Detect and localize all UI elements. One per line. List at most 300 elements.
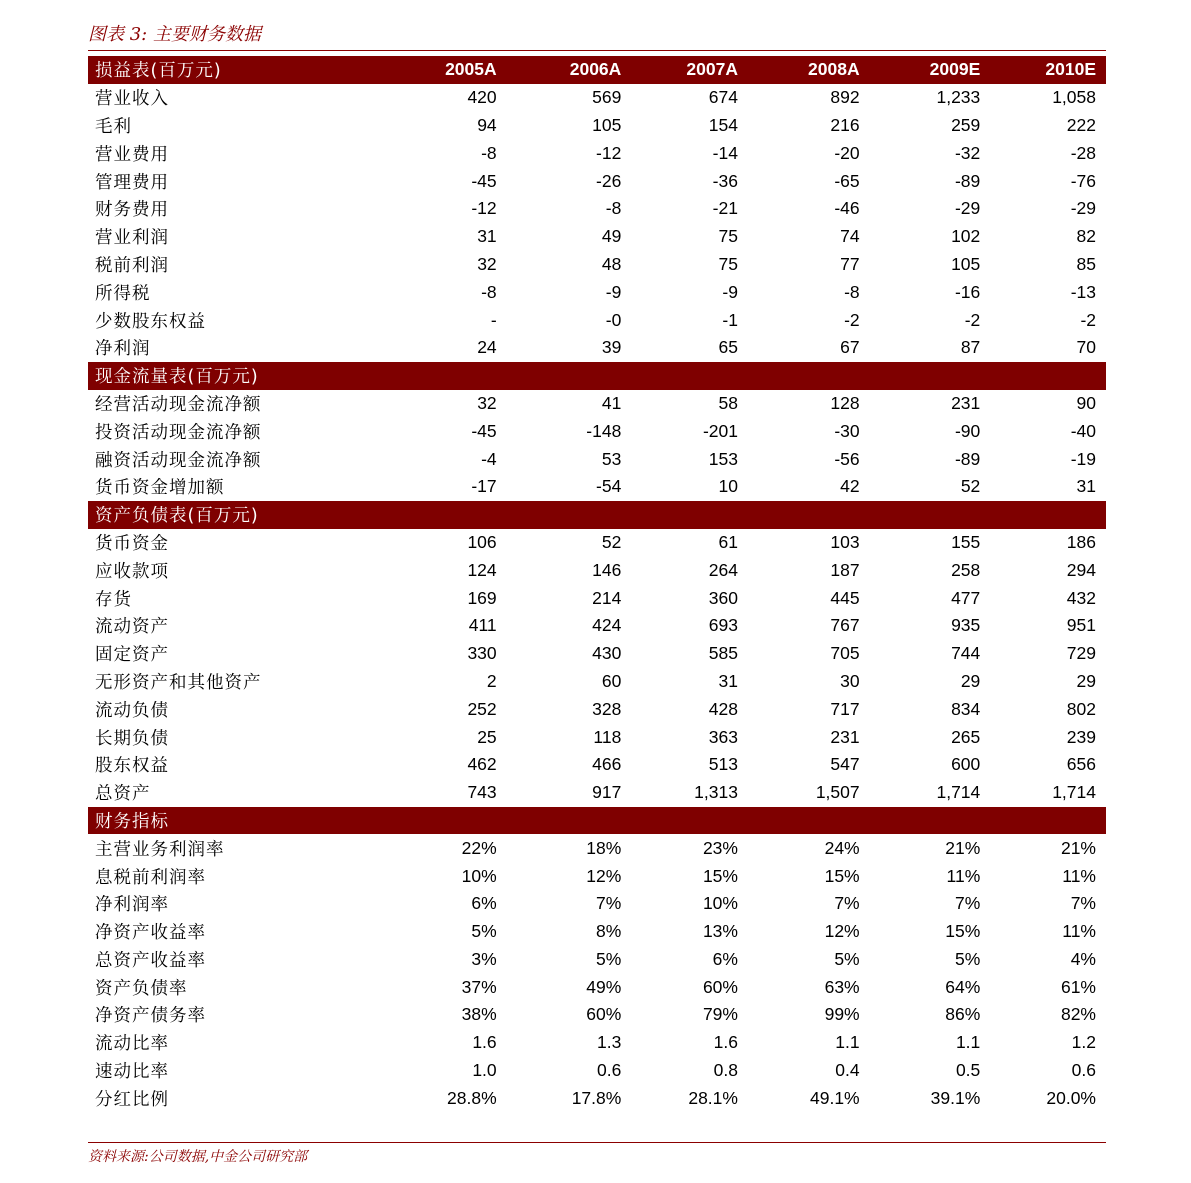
table-cell: 214 xyxy=(592,587,622,608)
table-cell: -2 xyxy=(844,309,860,330)
table-cell: 363 xyxy=(708,726,738,747)
row-label: 流动资产 xyxy=(95,617,169,638)
row-label: 资产负债率 xyxy=(95,978,188,999)
table-cell: 585 xyxy=(708,643,738,664)
table-cell: -9 xyxy=(605,281,622,302)
row-label: 经营活动现金流净额 xyxy=(95,394,262,415)
table-cell: 75 xyxy=(718,253,738,274)
table-cell: 79% xyxy=(702,1004,738,1025)
table-row xyxy=(88,612,1106,640)
table-cell: 744 xyxy=(951,643,981,664)
table-cell: 717 xyxy=(830,698,860,719)
table-cell: 5% xyxy=(471,921,497,942)
table-cell: 67 xyxy=(840,337,860,358)
table-cell: 3% xyxy=(471,948,497,969)
table-cell: 38% xyxy=(461,1004,497,1025)
table-cell: 294 xyxy=(1066,559,1096,580)
table-cell: 23% xyxy=(702,837,738,858)
table-cell: -54 xyxy=(596,476,622,497)
table-cell: 5% xyxy=(596,948,622,969)
table-row xyxy=(88,417,1106,445)
table-row xyxy=(88,973,1106,1001)
table-cell: 155 xyxy=(951,531,981,552)
table-cell: 5% xyxy=(834,948,860,969)
table-row xyxy=(88,84,1106,112)
row-label: 营业收入 xyxy=(95,89,169,110)
column-header: 2007A xyxy=(627,56,747,84)
table-cell: 428 xyxy=(708,698,738,719)
row-label: 总资产收益率 xyxy=(95,950,206,971)
table-cell: -2 xyxy=(1080,309,1096,330)
column-header: 2010E xyxy=(986,56,1106,84)
table-row xyxy=(88,1029,1106,1057)
table-cell: - xyxy=(490,309,497,330)
section-filler xyxy=(867,807,987,835)
table-cell: -26 xyxy=(596,170,622,191)
table-cell: 102 xyxy=(951,226,981,247)
section-filler xyxy=(867,362,987,390)
footer-divider xyxy=(88,1142,1106,1143)
table-row xyxy=(88,834,1106,862)
table-cell: 169 xyxy=(467,587,497,608)
table-cell: 15% xyxy=(702,865,738,886)
table-cell: 767 xyxy=(830,615,860,636)
table-cell: 11% xyxy=(1062,921,1096,942)
table-row xyxy=(88,890,1106,918)
table-cell: 2 xyxy=(486,670,497,691)
table-cell: -16 xyxy=(954,281,981,302)
row-label: 营业费用 xyxy=(95,144,169,165)
table-cell: 21% xyxy=(1060,837,1096,858)
row-label: 管理费用 xyxy=(95,172,169,193)
table-cell: -29 xyxy=(1070,198,1096,219)
row-label: 主营业务利润率 xyxy=(95,839,225,860)
source-note: 资料来源:公司数据,中金公司研究部 xyxy=(88,1149,308,1165)
table-cell: 430 xyxy=(592,643,622,664)
table-row xyxy=(88,195,1106,223)
table-cell: 0.4 xyxy=(835,1060,860,1081)
table-cell: 445 xyxy=(830,587,860,608)
table-row xyxy=(88,1084,1106,1112)
table-cell: 1.3 xyxy=(596,1032,622,1053)
section-filler xyxy=(627,362,747,390)
table-row xyxy=(88,779,1106,807)
table-cell: -45 xyxy=(471,420,497,441)
table-cell: 86% xyxy=(945,1004,981,1025)
table-cell: -21 xyxy=(712,198,738,219)
table-cell: 103 xyxy=(830,531,860,552)
table-cell: -65 xyxy=(834,170,860,191)
table-cell: 834 xyxy=(951,698,981,719)
table-row xyxy=(88,223,1106,251)
table-cell: -28 xyxy=(1070,142,1096,163)
table-cell: 1.6 xyxy=(713,1032,738,1053)
table-cell: -90 xyxy=(954,420,981,441)
section-filler xyxy=(747,501,867,529)
table-cell: 63% xyxy=(824,976,860,997)
table-row xyxy=(88,334,1106,362)
table-cell: 49 xyxy=(601,226,622,247)
section-filler xyxy=(508,807,628,835)
table-cell: 729 xyxy=(1066,643,1096,664)
table-cell: 0.8 xyxy=(713,1060,738,1081)
caption-divider xyxy=(88,50,1106,51)
table-cell: 7% xyxy=(954,893,981,914)
table-cell: 15% xyxy=(945,921,981,942)
row-label: 净利润 xyxy=(95,339,151,360)
table-cell: 21% xyxy=(945,837,981,858)
table-cell: -8 xyxy=(481,281,497,302)
table-row xyxy=(88,640,1106,668)
table-cell: 10 xyxy=(718,476,738,497)
section-title: 损益表(百万元) xyxy=(88,56,388,84)
section-filler xyxy=(986,362,1106,390)
column-header: 2006A xyxy=(508,56,628,84)
table-cell: 462 xyxy=(467,754,497,775)
table-cell: -8 xyxy=(844,281,860,302)
table-cell: 5% xyxy=(954,948,981,969)
table-cell: 24 xyxy=(477,337,497,358)
table-cell: 1.0 xyxy=(472,1060,497,1081)
section-filler xyxy=(388,362,508,390)
table-cell: 31 xyxy=(718,670,738,691)
section-filler xyxy=(747,807,867,835)
table-cell: 1,714 xyxy=(936,782,981,803)
table-cell: 24% xyxy=(824,837,860,858)
table-row xyxy=(88,1057,1106,1085)
table-cell: 94 xyxy=(477,114,497,135)
table-row xyxy=(88,139,1106,167)
row-label: 净资产收益率 xyxy=(95,923,206,944)
table-row xyxy=(88,946,1106,974)
table-row xyxy=(88,306,1106,334)
table-cell: 18% xyxy=(586,837,622,858)
table-cell: -148 xyxy=(586,420,622,441)
column-header: 2005A xyxy=(388,56,508,84)
figure-caption: 图表 3: 主要财务数据 xyxy=(88,24,261,45)
table-row xyxy=(88,278,1106,306)
table-cell: 547 xyxy=(830,754,860,775)
row-label: 财务费用 xyxy=(95,200,169,221)
table-cell: 128 xyxy=(830,392,860,413)
table-row xyxy=(88,167,1106,195)
table-cell: 15% xyxy=(824,865,860,886)
row-label: 存货 xyxy=(95,589,132,610)
table-cell: 705 xyxy=(830,643,860,664)
table-cell: 12% xyxy=(824,921,860,942)
table-cell: 0.6 xyxy=(596,1060,622,1081)
row-label: 速动比率 xyxy=(95,1062,169,1083)
table-cell: 239 xyxy=(1066,726,1096,747)
table-cell: 77 xyxy=(840,253,860,274)
table-cell: 917 xyxy=(592,782,622,803)
table-cell: 60 xyxy=(601,670,622,691)
table-cell: 6% xyxy=(471,893,497,914)
section-filler xyxy=(388,807,508,835)
row-label: 毛利 xyxy=(95,116,132,137)
table-cell: 20.0% xyxy=(1046,1087,1096,1108)
table-cell: 11% xyxy=(946,865,981,886)
table-cell: 99% xyxy=(824,1004,860,1025)
table-cell: 13% xyxy=(702,921,738,942)
table-cell: -46 xyxy=(834,198,860,219)
table-row xyxy=(88,668,1106,696)
table-cell: 4% xyxy=(1070,948,1096,969)
table-cell: 330 xyxy=(467,643,497,664)
table-cell: 892 xyxy=(830,87,860,108)
table-cell: 477 xyxy=(951,587,981,608)
table-cell: 935 xyxy=(951,615,981,636)
table-cell: 1.1 xyxy=(955,1032,981,1053)
table-cell: 106 xyxy=(467,531,497,552)
financial-table-body xyxy=(88,56,1106,1112)
table-cell: -17 xyxy=(471,476,497,497)
table-cell: 1,313 xyxy=(694,782,738,803)
table-cell: 25 xyxy=(477,726,497,747)
table-cell: 0.5 xyxy=(955,1060,981,1081)
table-cell: 1,507 xyxy=(815,782,860,803)
financial-data-table xyxy=(88,56,1106,1112)
row-label: 税前利润 xyxy=(95,255,169,276)
table-cell: 264 xyxy=(708,559,738,580)
table-cell: 258 xyxy=(951,559,981,580)
table-cell: 7% xyxy=(834,893,860,914)
section-header-row xyxy=(88,56,1106,84)
section-header-row xyxy=(88,807,1106,835)
table-cell: -4 xyxy=(481,448,497,469)
table-cell: -9 xyxy=(722,281,738,302)
row-label: 分红比例 xyxy=(95,1089,169,1110)
table-cell: 7% xyxy=(596,893,622,914)
row-label: 净资产债务率 xyxy=(95,1006,206,1027)
table-row xyxy=(88,862,1106,890)
row-label: 营业利润 xyxy=(95,228,169,249)
table-cell: 61% xyxy=(1060,976,1096,997)
table-cell: 49% xyxy=(586,976,622,997)
section-filler xyxy=(747,362,867,390)
table-cell: 64% xyxy=(945,976,981,997)
column-header: 2008A xyxy=(747,56,867,84)
section-filler xyxy=(986,501,1106,529)
table-cell: 328 xyxy=(592,698,622,719)
row-label: 无形资产和其他资产 xyxy=(95,672,262,693)
table-row xyxy=(88,1001,1106,1029)
table-cell: 42 xyxy=(840,476,860,497)
table-cell: 90 xyxy=(1076,392,1096,413)
section-header-row xyxy=(88,362,1106,390)
table-cell: 411 xyxy=(468,615,497,636)
row-label: 投资活动现金流净额 xyxy=(95,422,262,443)
table-cell: 1.1 xyxy=(835,1032,860,1053)
table-cell: 28.1% xyxy=(688,1087,738,1108)
table-cell: 118 xyxy=(593,726,622,747)
table-cell: 600 xyxy=(951,754,981,775)
table-cell: 743 xyxy=(467,782,497,803)
table-cell: 360 xyxy=(708,587,738,608)
row-label: 股东权益 xyxy=(95,756,169,777)
table-cell: 146 xyxy=(592,559,622,580)
table-row xyxy=(88,556,1106,584)
table-row xyxy=(88,751,1106,779)
table-cell: -29 xyxy=(954,198,981,219)
table-row xyxy=(88,529,1106,557)
table-cell: 48 xyxy=(601,253,622,274)
table-cell: 8% xyxy=(596,921,622,942)
table-cell: -56 xyxy=(834,448,860,469)
table-cell: 41 xyxy=(601,392,622,413)
table-cell: 0.6 xyxy=(1071,1060,1096,1081)
table-cell: 513 xyxy=(708,754,738,775)
table-cell: 32 xyxy=(477,392,497,413)
table-cell: -89 xyxy=(954,170,981,191)
table-row xyxy=(88,918,1106,946)
table-cell: -20 xyxy=(834,142,860,163)
table-row xyxy=(88,112,1106,140)
table-cell: -1 xyxy=(722,309,738,330)
table-row xyxy=(88,584,1106,612)
table-cell: -19 xyxy=(1070,448,1096,469)
table-cell: 11% xyxy=(1062,865,1096,886)
table-row xyxy=(88,251,1106,279)
table-cell: 1.6 xyxy=(472,1032,497,1053)
row-label: 净利润率 xyxy=(95,895,169,916)
row-label: 所得税 xyxy=(95,283,151,304)
table-cell: 1.2 xyxy=(1071,1032,1096,1053)
table-row xyxy=(88,390,1106,418)
table-cell: 58 xyxy=(718,392,738,413)
table-cell: -13 xyxy=(1070,281,1096,302)
table-cell: 424 xyxy=(592,615,622,636)
table-cell: 53 xyxy=(601,448,622,469)
table-row xyxy=(88,445,1106,473)
section-title: 财务指标 xyxy=(88,807,388,835)
row-label: 应收款项 xyxy=(95,561,169,582)
table-cell: 85 xyxy=(1076,253,1096,274)
table-cell: 569 xyxy=(592,87,622,108)
row-label: 融资活动现金流净额 xyxy=(95,450,262,471)
table-cell: -8 xyxy=(481,142,497,163)
table-cell: 10% xyxy=(461,865,497,886)
section-title: 现金流量表(百万元) xyxy=(88,362,388,390)
table-cell: 231 xyxy=(951,392,981,413)
table-cell: 75 xyxy=(718,226,738,247)
row-label: 固定资产 xyxy=(95,645,169,666)
table-cell: 420 xyxy=(467,87,497,108)
table-cell: 432 xyxy=(1066,587,1096,608)
table-cell: 1,058 xyxy=(1052,87,1096,108)
table-cell: 153 xyxy=(708,448,738,469)
table-cell: -12 xyxy=(596,142,622,163)
row-label: 长期负债 xyxy=(95,728,169,749)
table-cell: -14 xyxy=(712,142,738,163)
table-cell: -36 xyxy=(712,170,738,191)
table-cell: 65 xyxy=(718,337,738,358)
section-filler xyxy=(867,501,987,529)
table-cell: 61 xyxy=(718,531,738,552)
table-cell: -40 xyxy=(1070,420,1096,441)
table-cell: 60% xyxy=(702,976,738,997)
row-label: 流动比率 xyxy=(95,1034,169,1055)
table-cell: 105 xyxy=(951,253,981,274)
table-cell: -76 xyxy=(1070,170,1096,191)
table-cell: 39 xyxy=(601,337,622,358)
table-cell: 31 xyxy=(1076,476,1096,497)
table-cell: 29 xyxy=(960,670,981,691)
table-cell: 32 xyxy=(477,253,497,274)
table-row xyxy=(88,473,1106,501)
table-cell: 1,714 xyxy=(1052,782,1096,803)
table-cell: 7% xyxy=(1070,893,1096,914)
table-cell: 222 xyxy=(1066,114,1096,135)
table-cell: 951 xyxy=(1066,615,1096,636)
table-cell: 70 xyxy=(1076,337,1096,358)
row-label: 货币资金 xyxy=(95,533,169,554)
row-label: 货币资金增加额 xyxy=(95,478,225,499)
section-filler xyxy=(627,807,747,835)
table-cell: 30 xyxy=(840,670,860,691)
row-label: 流动负债 xyxy=(95,700,169,721)
section-filler xyxy=(388,501,508,529)
table-cell: 186 xyxy=(1066,531,1096,552)
row-label: 息税前利润率 xyxy=(95,867,206,888)
table-cell: 22% xyxy=(461,837,497,858)
section-header-row xyxy=(88,501,1106,529)
table-cell: 49.1% xyxy=(810,1087,860,1108)
table-cell: -0 xyxy=(605,309,622,330)
table-cell: 82 xyxy=(1076,226,1096,247)
table-cell: 82% xyxy=(1060,1004,1096,1025)
table-cell: 10% xyxy=(702,893,738,914)
table-cell: -32 xyxy=(954,142,981,163)
table-cell: 6% xyxy=(712,948,738,969)
table-cell: -12 xyxy=(471,198,497,219)
table-row xyxy=(88,723,1106,751)
table-cell: -30 xyxy=(834,420,860,441)
table-cell: 39.1% xyxy=(930,1087,981,1108)
section-filler xyxy=(508,362,628,390)
table-cell: 52 xyxy=(601,531,622,552)
table-cell: 216 xyxy=(830,114,860,135)
table-cell: 12% xyxy=(586,865,622,886)
table-cell: 74 xyxy=(840,226,860,247)
table-cell: 87 xyxy=(960,337,981,358)
table-cell: 52 xyxy=(960,476,981,497)
table-cell: 259 xyxy=(951,114,981,135)
table-cell: 187 xyxy=(830,559,860,580)
table-cell: 124 xyxy=(467,559,497,580)
table-row xyxy=(88,695,1106,723)
table-cell: 656 xyxy=(1066,754,1096,775)
table-cell: -45 xyxy=(471,170,497,191)
table-cell: 17.8% xyxy=(571,1087,622,1108)
column-header: 2009E xyxy=(867,56,987,84)
table-cell: 1,233 xyxy=(936,87,981,108)
table-cell: 154 xyxy=(708,114,738,135)
table-cell: 802 xyxy=(1066,698,1096,719)
table-cell: 28.8% xyxy=(447,1087,497,1108)
table-cell: -89 xyxy=(954,448,981,469)
table-cell: -8 xyxy=(605,198,622,219)
row-label: 总资产 xyxy=(95,784,151,805)
table-cell: 693 xyxy=(708,615,738,636)
table-cell: -201 xyxy=(702,420,738,441)
table-cell: -2 xyxy=(964,309,981,330)
table-cell: 37% xyxy=(461,976,497,997)
table-cell: 231 xyxy=(830,726,860,747)
table-cell: 466 xyxy=(592,754,622,775)
table-cell: 31 xyxy=(477,226,497,247)
table-cell: 252 xyxy=(467,698,497,719)
